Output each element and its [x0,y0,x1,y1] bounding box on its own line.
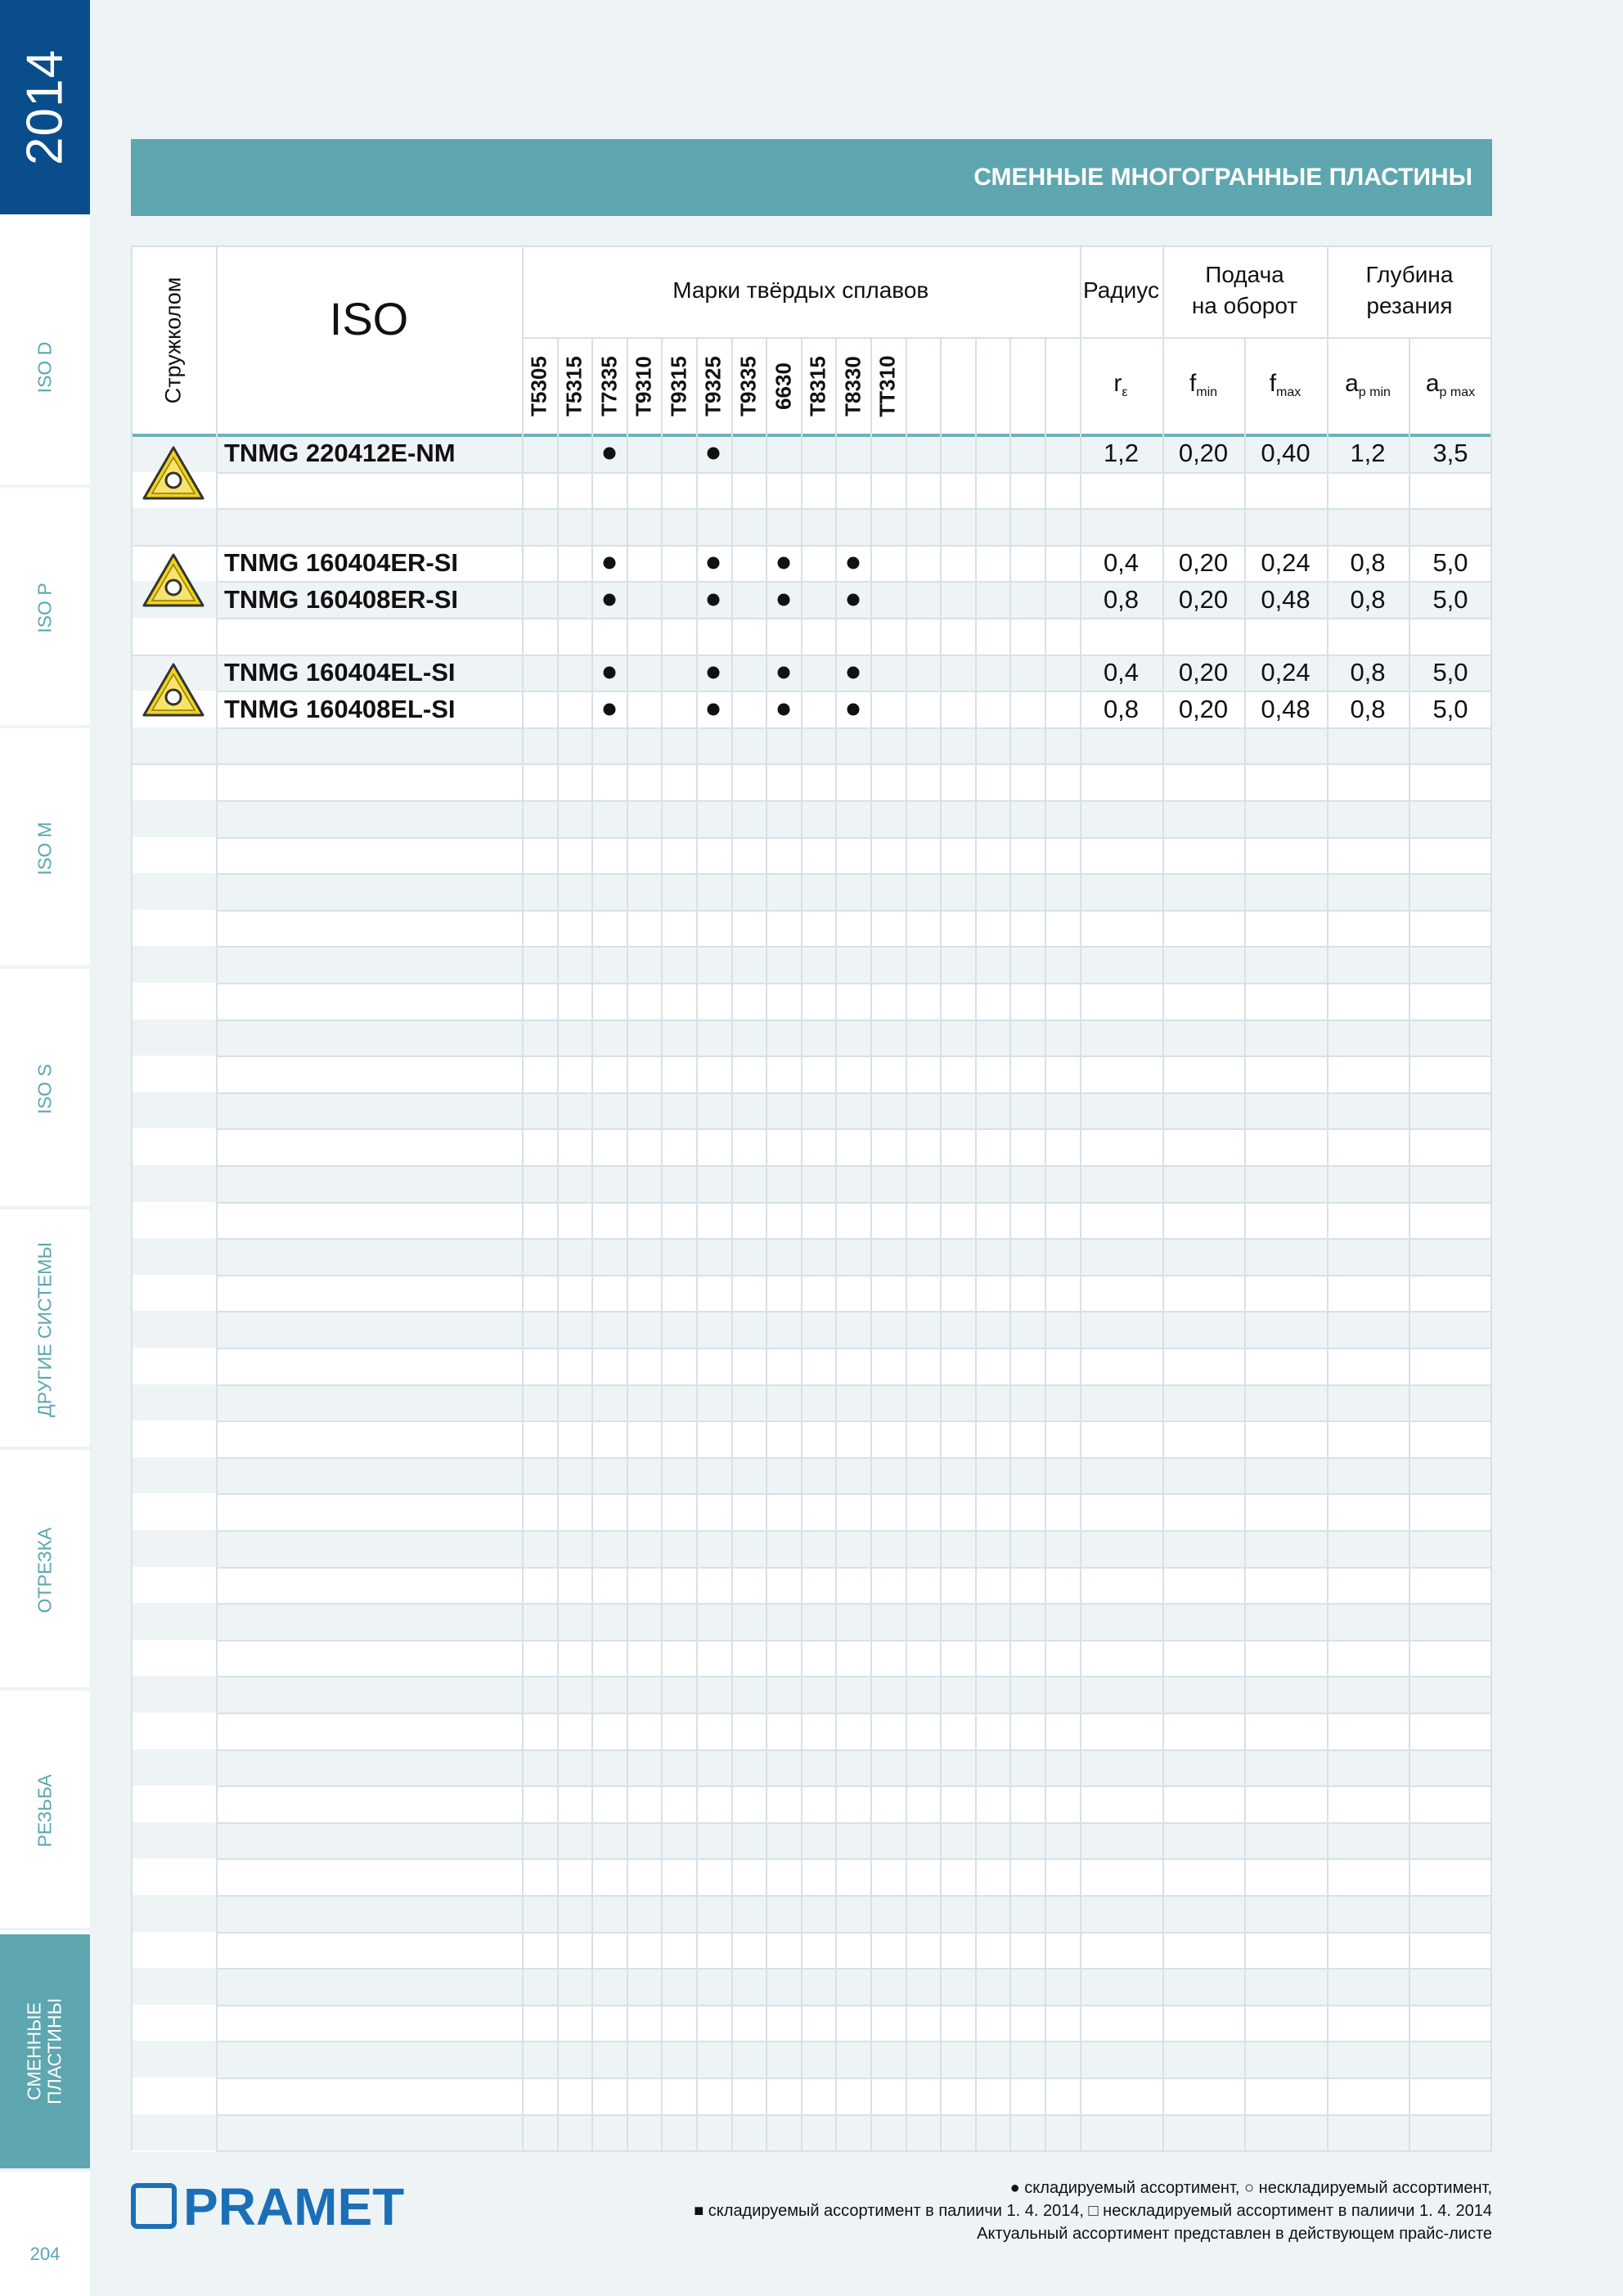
row-line [216,1713,1492,1714]
row-line [216,1384,1492,1386]
col-line [696,337,698,2150]
row-line [216,1238,1492,1240]
page-number: 204 [29,2244,61,2264]
value-r: 0,8 [1103,694,1140,723]
symbol-fmin [1189,370,1217,400]
col-line [1327,245,1329,2150]
symbol-fmax [1270,370,1302,400]
triangle-insert-icon [141,551,206,610]
header-bottom-line [131,434,1492,437]
row-line [216,1858,1492,1860]
row-line [216,2078,1492,2079]
symbol-main: a [1425,370,1440,397]
col-line [801,337,803,2150]
row-line [216,1165,1492,1167]
value-fmin: 0,20 [1178,657,1229,687]
grade-label: T9335 [735,356,761,416]
triangle-insert-icon [141,661,206,720]
availability-dot [708,557,720,569]
col-line [591,337,593,2150]
row-line [216,1676,1492,1677]
row-line [216,2150,1492,2152]
row-line [216,545,1492,547]
col-line [835,337,837,2150]
legend-line-2: ■ складируемый ассортимент в палиичи 1. 4. 2014, □ нескладируемый ассортимент в палиичи 1. 4. 2014 [694,2202,1492,2220]
sidebar-section-label: ДРУГИЕ СИСТЕМЫ [34,1242,56,1417]
value-fmax: 0,40 [1261,439,1311,468]
row-line [216,1056,1492,1057]
symbol-main: f [1269,370,1277,397]
row-stripe [131,1092,1492,1129]
value-r: 0,8 [1103,584,1140,614]
row-line [216,1895,1492,1897]
row-line [216,1420,1492,1422]
availability-dot [603,593,615,606]
depth-header-line2: резания [1366,293,1453,318]
col-line [1080,245,1081,2150]
availability-dot [777,666,789,678]
symbol-apmin [1345,370,1391,400]
row-line [216,727,1492,729]
symbol-sub: min [1196,385,1218,399]
product-code: TNMG 160408EL-SI [224,694,456,723]
row-line [216,910,1492,912]
availability-dot [603,703,615,715]
header-mid-line [522,337,1492,339]
value-apmax: 5,0 [1432,548,1468,578]
symbol-sub: p min [1358,385,1391,399]
col-line [1045,337,1046,2150]
row-line [216,691,1492,692]
symbol-r [1113,370,1127,400]
row-line [216,581,1492,583]
row-line [216,2041,1492,2042]
sidebar-section-2[interactable] [0,732,90,969]
col-line [1490,245,1492,2150]
group-line [131,545,216,547]
symbol-sub: max [1276,385,1302,399]
row-stripe [131,1968,1492,2005]
grade-label: T8330 [840,356,865,416]
row-stripe [131,1020,1492,1056]
row-line [216,1640,1492,1641]
col-line [1162,245,1164,2150]
value-apmin: 0,8 [1350,548,1386,578]
availability-dot [847,593,859,606]
sidebar-section-label: ISO M [34,822,56,876]
product-table [131,245,1492,2152]
value-fmin: 0,20 [1178,584,1229,614]
availability-dot [847,703,859,715]
year-tab [0,0,90,214]
side-navigation [0,0,90,2296]
value-apmin: 0,8 [1350,584,1386,614]
row-line [216,1020,1492,1021]
availability-dot [708,666,720,678]
row-line [216,1749,1492,1751]
sidebar-section-7[interactable] [0,1934,90,2172]
row-line [216,837,1492,839]
row-stripe [131,946,1492,983]
col-line [1009,337,1011,2150]
row-stripe [131,800,1492,837]
row-stripe [131,1895,1492,1932]
symbol-apmax [1426,370,1475,400]
symbol-main: f [1189,370,1197,397]
sidebar-section-label: ISO S [34,1064,56,1114]
symbol-main: r [1113,370,1122,397]
col-line [1244,337,1246,2150]
pramet-logo [131,2177,405,2236]
row-stripe [131,1676,1492,1713]
row-line [216,1493,1492,1495]
row-line [216,1785,1492,1787]
section-header [131,139,1492,216]
row-line [216,1822,1492,1824]
value-apmax: 5,0 [1432,584,1468,614]
sidebar-section-4[interactable] [0,1213,90,1450]
row-stripe [131,1749,1492,1786]
sidebar-section-label: ISO P [34,583,56,633]
availability-dot [708,703,720,715]
grade-label: T7335 [596,356,621,416]
sidebar-section-label: РЕЗЬБА [34,1774,56,1848]
row-line [216,618,1492,619]
year-label: 2014 [16,49,74,165]
availability-dot [847,557,859,569]
grade-label: T8315 [805,356,830,416]
row-line [216,2114,1492,2116]
row-line [216,763,1492,765]
value-fmin: 0,20 [1178,694,1229,723]
row-stripe [131,1530,1492,1567]
availability-dot [603,666,615,678]
col-line [661,337,663,2150]
grade-label: TT310 [874,355,900,417]
grade-label: T9315 [666,356,691,416]
value-fmax: 0,24 [1261,548,1311,578]
logo-mark-icon [131,2183,177,2229]
sidebar-section-1[interactable] [0,491,90,728]
feed-header-line2: на оборот [1191,293,1298,318]
legend-line-3: Актуальный ассортимент представлен в действующем прайс-листе [977,2225,1492,2243]
availability-dot [847,666,859,678]
radius-header: Радиус [1083,277,1159,303]
col-line [627,337,628,2150]
value-fmax: 0,48 [1261,694,1311,723]
value-apmin: 0,8 [1350,694,1386,723]
sidebar-section-3[interactable] [0,972,90,1209]
col-line [1409,337,1410,2150]
feed-header-line1: Подача [1205,262,1284,287]
col-line [940,337,942,2150]
product-code: TNMG 160408ER-SI [224,584,458,614]
row-stripe [131,2114,1492,2151]
row-line [216,1348,1492,1349]
value-apmax: 5,0 [1432,694,1468,723]
sidebar-section-6[interactable] [0,1694,90,1931]
col-line [216,245,218,2150]
product-code: TNMG 160404EL-SI [224,657,456,687]
row-line [216,1311,1492,1312]
availability-dot [708,593,720,606]
col-line [975,337,977,2150]
availability-dot [777,703,789,715]
row-line [216,1567,1492,1569]
availability-dot [777,593,789,606]
value-apmin: 1,2 [1350,439,1386,468]
sidebar-section-label: СМЕННЫЕ ПЛАСТИНЫ [23,1998,65,2105]
row-stripe [131,1457,1492,1494]
sidebar-section-0[interactable] [0,250,90,488]
row-line [216,472,1492,474]
row-line [216,800,1492,802]
row-stripe [131,1603,1492,1640]
chipbreaker-header: Стружколом [160,277,186,404]
row-stripe [131,1311,1492,1348]
col-line [131,245,133,2150]
value-r: 0,4 [1103,657,1140,687]
value-r: 0,4 [1103,548,1140,578]
col-line [766,337,767,2150]
symbol-main: a [1345,370,1359,397]
sidebar-section-label: ISO D [34,341,56,394]
value-apmax: 5,0 [1432,657,1468,687]
grades-header: Марки твёрдых сплавов [672,277,929,303]
sidebar-section-label: ОТРЕЗКА [34,1527,56,1614]
group-line [131,763,216,765]
row-stripe [131,1165,1492,1202]
row-stripe [131,873,1492,910]
row-line [216,1092,1492,1094]
row-stripe [131,1822,1492,1859]
row-line [216,946,1492,948]
grade-label: T5305 [526,356,551,416]
iso-header: ISO [329,293,409,344]
depth-header-line1: Глубина [1365,262,1454,287]
value-fmin: 0,20 [1178,439,1229,468]
availability-dot [603,448,615,460]
row-stripe [131,727,1492,764]
col-line [522,245,524,2150]
grade-label: T5315 [561,356,587,416]
row-line [216,508,1492,510]
value-r: 1,2 [1103,439,1140,468]
row-line [216,1128,1492,1130]
value-apmin: 0,8 [1350,657,1386,687]
col-line [557,337,559,2150]
symbol-sub: p max [1439,385,1476,399]
logo-text: PRAMET [183,2177,405,2236]
group-line [131,655,216,656]
grade-label: T9310 [631,356,656,416]
availability-dot [708,448,720,460]
row-line [216,1530,1492,1532]
row-line [216,873,1492,875]
value-apmax: 3,5 [1432,439,1468,468]
symbol-sub: ε [1122,385,1128,399]
row-stripe [131,1238,1492,1275]
row-line [216,2005,1492,2006]
col-line [870,337,872,2150]
row-line [216,1603,1492,1605]
product-code: TNMG 220412E-NM [224,439,456,468]
row-line [216,1968,1492,1970]
legend-line-1: ● складируемый ассортимент, ○ нескладируемый ассортимент, [1009,2179,1492,2197]
row-line [216,655,1492,656]
row-line [216,1275,1492,1276]
availability-dot [777,557,789,569]
row-stripe [131,2041,1492,2078]
sidebar-section-5[interactable] [0,1453,90,1690]
section-title: СМЕННЫЕ МНОГОГРАННЫЕ ПЛАСТИНЫ [973,164,1472,191]
header-top-line [131,245,1492,247]
col-line [906,337,907,2150]
row-stripe [131,1384,1492,1421]
row-line [216,1932,1492,1934]
triangle-insert-icon [141,444,206,503]
value-fmax: 0,24 [1261,657,1311,687]
availability-dot [603,557,615,569]
value-fmin: 0,20 [1178,548,1229,578]
value-fmax: 0,48 [1261,584,1311,614]
row-line [216,1457,1492,1459]
legend [694,2177,1492,2245]
row-stripe [131,508,1492,545]
product-code: TNMG 160404ER-SI [224,548,458,578]
grade-label: 6630 [771,362,795,410]
grade-label: T9325 [700,356,726,416]
col-line [731,337,733,2150]
row-line [216,983,1492,984]
row-line [216,1202,1492,1204]
